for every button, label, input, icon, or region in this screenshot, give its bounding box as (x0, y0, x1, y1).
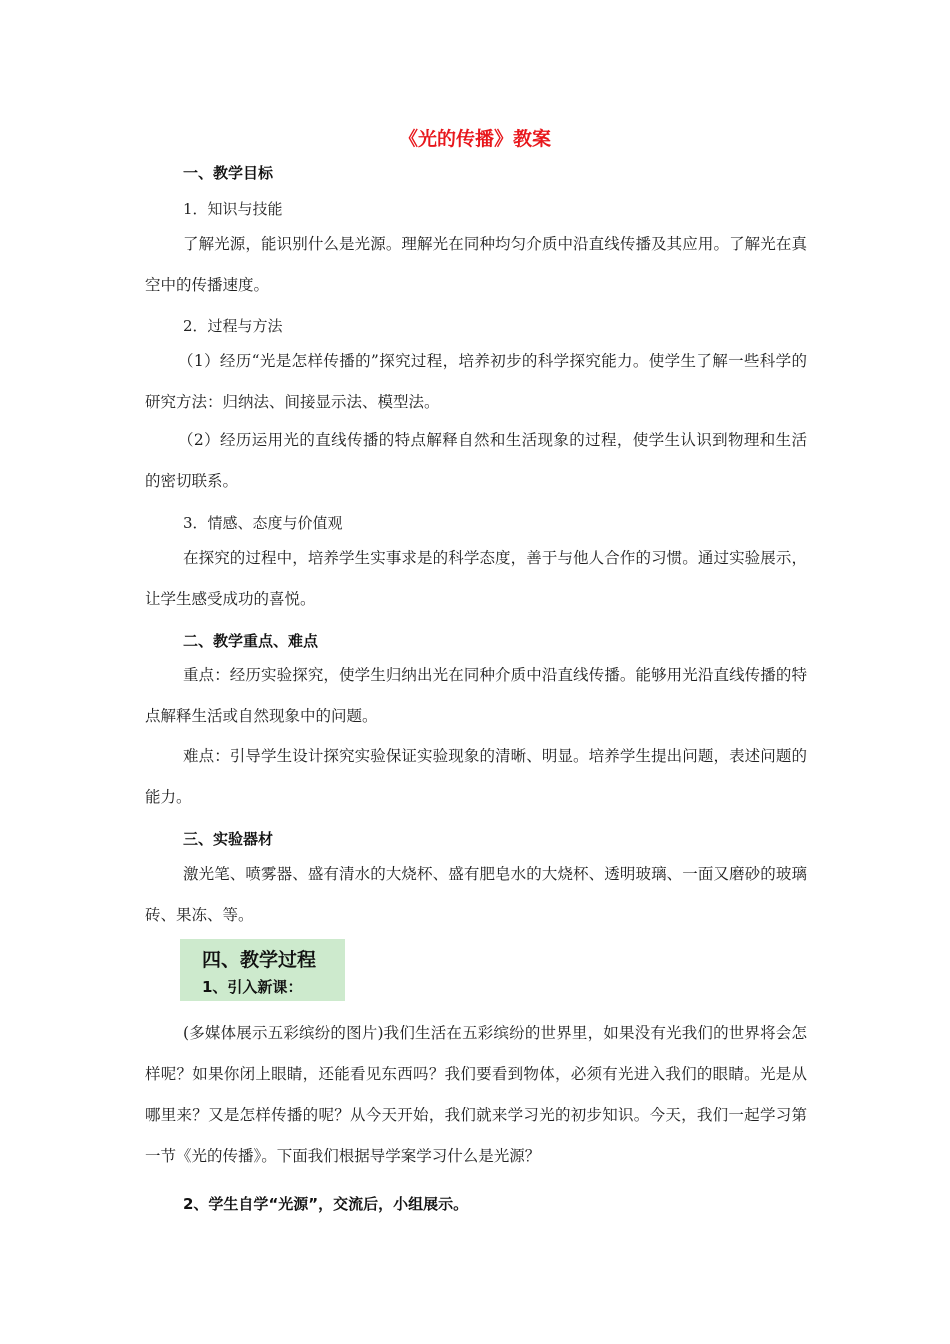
paragraph-process-1: （1）经历“光是怎样传播的”探究过程，培养初步的科学探究能力。使学生了解一些科学的研究方法：归纳法、间接显示法、模型法。 (145, 352, 807, 411)
section-heading-equipment: 三、实验器材 (183, 830, 274, 848)
document-title: 《光的传播》教案 (398, 128, 551, 150)
paragraph-introduction: (多媒体展示五彩缤纷的图片)我们生活在五彩缤纷的世界里，如果没有光我们的世界将会怎样呢？如果你闭上眼睛，还能看见东西吗？我们要看到物体，必须有光进入我们的眼睛。光是从哪里来？又是怎样传播的呢？从今天开始，我们就来学习光的初步知识。今天，我们一起学习第一节《光的传播》。下面我们根据导学案学习什么是光源？ (145, 1024, 807, 1165)
paragraph-key-point: 重点：经历实验探究，使学生归纳出光在同种介质中沿直线传播。能够用光沿直线传播的特点解释生活或自然现象中的问题。 (145, 666, 807, 725)
paragraph-difficulty: 难点：引导学生设计探究实验保证实验现象的清晰、明显。培养学生提出问题，表述问题的能力。 (145, 747, 807, 806)
paragraph-process-2: （2）经历运用光的直线传播的特点解释自然和生活现象的过程，使学生认识到物理和生活的密切联系。 (145, 431, 807, 490)
section-heading-teaching-process: 四、教学过程 (202, 949, 317, 971)
section-heading-objectives: 一、教学目标 (183, 164, 274, 182)
paragraph-attitudes-values: 在探究的过程中，培养学生实事求是的科学态度，善于与他人合作的习惯。通过实验展示，让学生感受成功的喜悦。 (145, 549, 807, 608)
subheading-process-methods: 2．过程与方法 (183, 317, 283, 335)
paragraph-knowledge-skills: 了解光源，能识别什么是光源。理解光在同种均匀介质中沿直线传播及其应用。了解光在真空中的传播速度。 (145, 235, 807, 294)
subheading-knowledge-skills: 1．知识与技能 (183, 200, 283, 218)
teaching-process-heading-box (180, 939, 345, 1001)
subheading-attitudes-values: 3．情感、态度与价值观 (183, 514, 343, 532)
section-heading-key-points: 二、教学重点、难点 (183, 632, 319, 650)
paragraph-equipment: 激光笔、喷雾器、盛有清水的大烧杯、盛有肥皂水的大烧杯、透明玻璃、一面又磨砂的玻璃砖、果冻、等。 (145, 865, 807, 924)
subheading-self-study: 2、学生自学“光源”，交流后，小组展示。 (183, 1195, 469, 1213)
subheading-introduction: 1、引入新课： (202, 978, 303, 996)
